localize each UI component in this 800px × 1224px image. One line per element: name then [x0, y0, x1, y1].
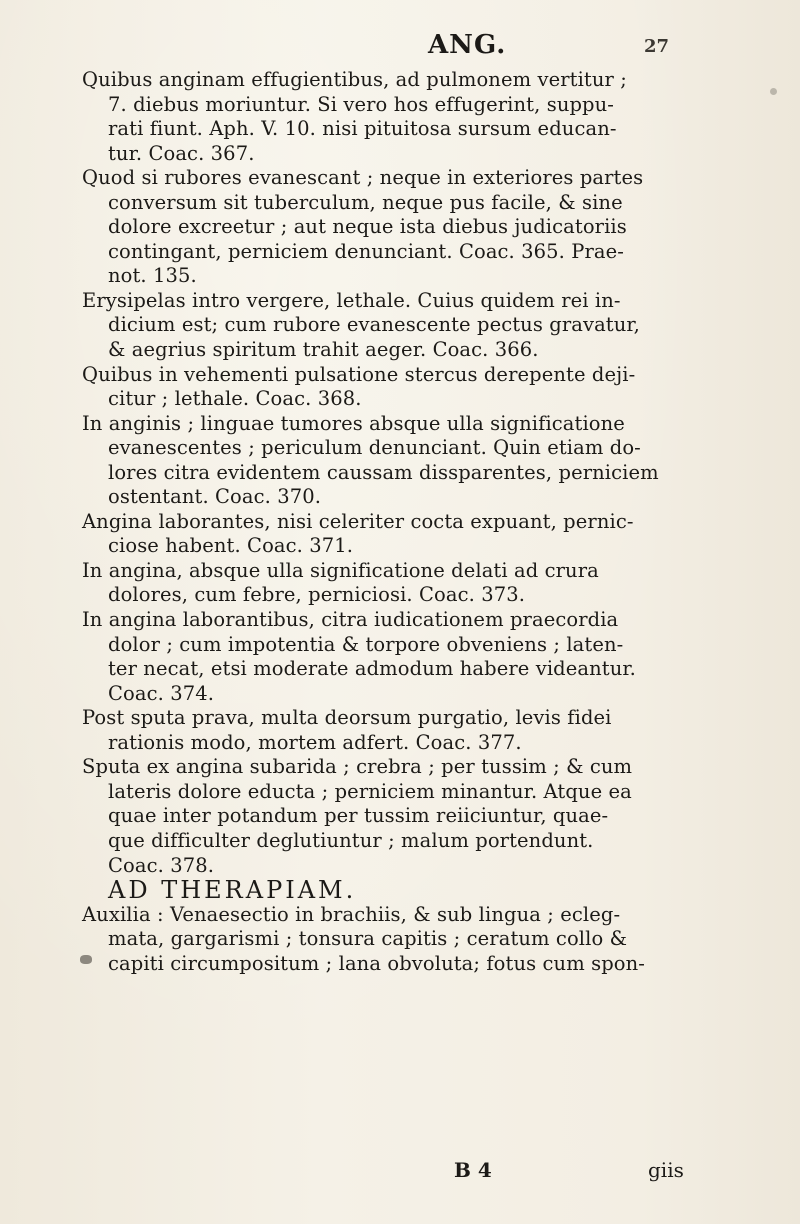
- paragraph: [82, 706, 692, 755]
- page-footer: [82, 1158, 692, 1184]
- page-header: [0, 30, 800, 64]
- paragraph: [82, 755, 692, 878]
- text-line: not. 135.: [108, 264, 197, 288]
- paragraph: [82, 68, 692, 166]
- text-line: evanescentes ; periculum denunciant. Quin etiam do-: [108, 436, 641, 460]
- paragraph: [82, 903, 692, 977]
- main-text: [82, 68, 692, 976]
- catchword: giis: [648, 1158, 684, 1182]
- text-line: Quibus in vehementi pulsatione stercus derepente deji-: [82, 362, 636, 386]
- text-line: Sputa ex angina subarida ; crebra ; per tussim ; & cum: [82, 755, 633, 779]
- page-number: 27: [644, 36, 670, 57]
- section-heading: AD THERAPIAM.: [108, 876, 357, 905]
- paragraph: [82, 166, 692, 289]
- text-line: dolores, cum febre, perniciosi. Coac. 373.: [108, 583, 526, 607]
- text-line: mata, gargarismi ; tonsura capitis ; ceratum collo &: [108, 927, 628, 951]
- paragraph: [82, 510, 692, 559]
- text-line: contingant, perniciem denunciant. Coac. 365. Prae-: [108, 239, 624, 263]
- paragraph: [82, 608, 692, 706]
- text-line: que difficulter deglutiuntur ; malum portendunt.: [108, 828, 594, 852]
- text-line: lateris dolore educta ; perniciem minantur. Atque ea: [108, 779, 632, 803]
- running-head: ANG.: [428, 30, 507, 60]
- paragraph: [82, 289, 692, 363]
- page-spot: [770, 88, 777, 95]
- text-line: Quibus anginam effugientibus, ad pulmonem vertitur ;: [82, 68, 627, 91]
- text-line: rationis modo, mortem adfert. Coac. 377.: [108, 730, 522, 754]
- text-line: In angina laborantibus, citra iudicationem praecordia: [82, 608, 619, 632]
- text-line: 7. diebus moriuntur. Si vero hos effugerint, suppu-: [108, 92, 614, 116]
- text-line: Coac. 378.: [108, 853, 215, 877]
- text-line: lores citra evidentem caussam dissparentes, perniciem: [108, 460, 659, 484]
- text-line: In anginis ; linguae tumores absque ulla significatione: [82, 411, 625, 435]
- paragraph: [82, 412, 692, 510]
- text-line: dolor ; cum impotentia & torpore obveniens ; laten-: [108, 632, 624, 656]
- text-line: Erysipelas intro vergere, lethale. Cuius quidem rei in-: [82, 288, 621, 312]
- text-line: Angina laborantes, nisi celeriter cocta expuant, pernic-: [82, 509, 634, 533]
- signature-mark: B 4: [454, 1158, 492, 1182]
- text-line: Quod si rubores evanescant ; neque in exteriores partes: [82, 166, 644, 190]
- text-line: ostentant. Coac. 370.: [108, 485, 322, 509]
- text-line: ter necat, etsi moderate admodum habere videantur.: [108, 657, 636, 681]
- text-line: quae inter potandum per tussim reiiciuntur, quae-: [108, 804, 609, 828]
- text-line: capiti circumpositum ; lana obvoluta; fotus cum spon-: [108, 951, 645, 975]
- text-line: dolore excreetur ; aut neque ista diebus judicatoriis: [108, 215, 627, 239]
- text-line: Post sputa prava, multa deorsum purgatio, levis fidei: [82, 706, 612, 730]
- text-line: citur ; lethale. Coac. 368.: [108, 387, 362, 411]
- text-line: conversum sit tuberculum, neque pus facile, & sine: [108, 190, 623, 214]
- paragraph: [82, 559, 692, 608]
- text-line: rati fiunt. Aph. V. 10. nisi pituitosa sursum educan-: [108, 117, 617, 141]
- text-line: ciose habent. Coac. 371.: [108, 534, 354, 558]
- text-line: In angina, absque ulla significatione delati ad crura: [82, 558, 599, 582]
- text-line: Auxilia : Venaesectio in brachiis, & sub lingua ; ecleg-: [82, 902, 621, 926]
- text-line: Coac. 374.: [108, 681, 215, 705]
- text-line: tur. Coac. 367.: [108, 141, 255, 165]
- text-line: dicium est; cum rubore evanescente pectus gravatur,: [108, 313, 640, 337]
- text-line: & aegrius spiritum trahit aeger. Coac. 366.: [108, 338, 539, 362]
- paragraph: [82, 363, 692, 412]
